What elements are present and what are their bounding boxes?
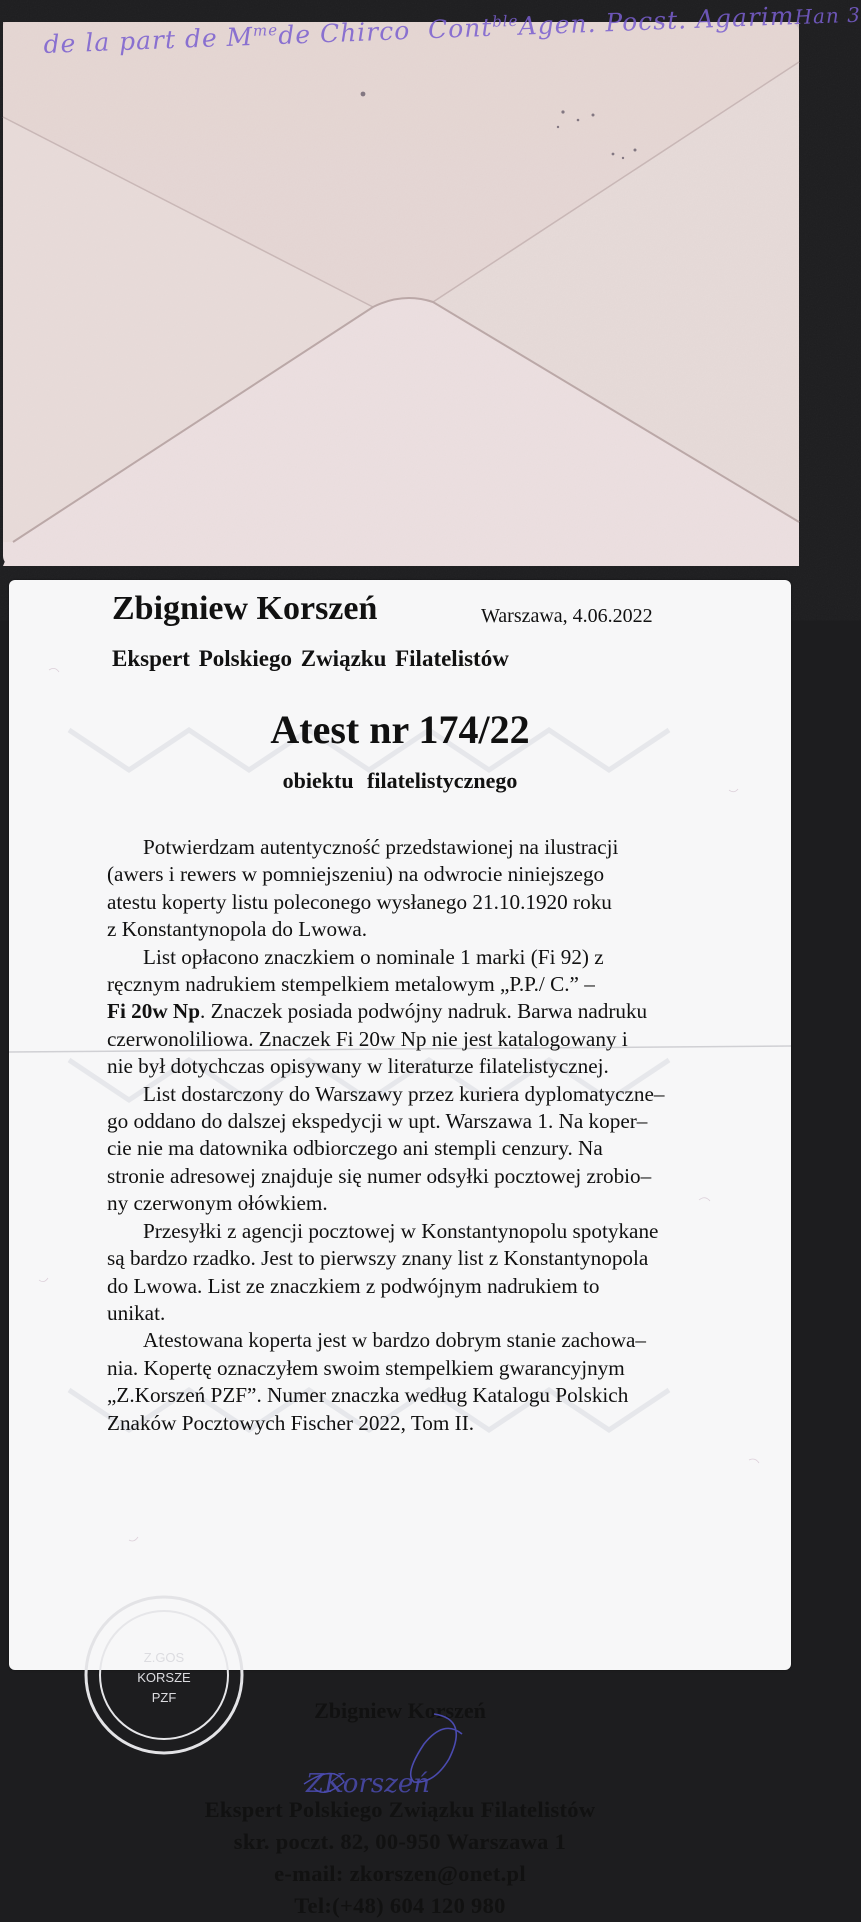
body-line-text: są bardzo rzadko. Jest to pierwszy znany list z Konstantynopola <box>107 1246 649 1271</box>
body-line <box>107 971 707 998</box>
envelope-back <box>3 1 861 566</box>
body-line-text: go oddano do dalszej ekspedycji w upt. Warszawa 1. Na koper– <box>107 1109 648 1134</box>
envelope-flaps <box>3 22 799 566</box>
body-line <box>107 1108 707 1135</box>
certificate-page <box>9 580 791 1918</box>
certificate-number: Atest nr 174/22 <box>270 707 530 752</box>
body-line <box>107 1273 707 1300</box>
body-line-text: czerwonoliliowa. Znaczek Fi 20w Np nie jest katalogowany i <box>107 1026 628 1051</box>
body-line-text: (awers i rewers w pomniejszeniu) na odwrocie niniejszego <box>107 862 605 887</box>
certificate-subtitle: obiektu filatelistycznego <box>282 768 518 793</box>
body-line-text: „Z.Korszeń PZF”. Numer znaczka według Katalogu Polskich <box>107 1383 629 1408</box>
body-line-text: ny czerwonym ołówkiem. <box>107 1191 328 1216</box>
body-line-text: cie nie ma datownika odbiorczego ani stempli cenzury. Na <box>107 1136 603 1161</box>
signature-text: ZKorszeń <box>306 1769 431 1799</box>
footer-title: Ekspert Polskiego Związku Filatelistów <box>204 1797 596 1822</box>
place-date: Warszawa, 4.06.2022 <box>481 605 653 627</box>
footer-address: skr. poczt. 82, 00-950 Warszawa 1 <box>233 1829 567 1854</box>
body-line <box>107 1135 707 1162</box>
body-line-text: nie był dotychczas opisywany w literaturze filatelistycznej. <box>107 1054 609 1079</box>
body-line <box>107 1053 707 1080</box>
body-line <box>107 944 707 971</box>
body-line-text: Przesyłki z agencji pocztowej w Konstantynopolu spotykane <box>143 1218 659 1243</box>
body-line-text: Atestowana koperta jest w bardzo dobrym stanie zachowa– <box>143 1328 647 1353</box>
body-line-text: Potwierdzam autentyczność przedstawionej na ilustracji <box>143 835 619 859</box>
handwriting-part: Cont <box>427 13 493 45</box>
body-line <box>107 1218 707 1245</box>
body-line <box>107 1327 707 1354</box>
footer-contact <box>9 1794 791 1922</box>
body-line-text: List opłacono znaczkiem o nominale 1 marki (Fi 92) z <box>143 944 604 969</box>
certificate-body <box>107 834 707 1437</box>
handwriting-part: de la part de M <box>43 22 254 60</box>
body-line <box>107 861 707 888</box>
seal-text: Z.GOS <box>143 1650 185 1665</box>
body-line <box>107 1355 707 1382</box>
body-line <box>107 1382 707 1409</box>
body-line <box>107 834 707 861</box>
handwriting-part: Agen. Pocst. Agarim <box>518 1 796 42</box>
handwriting-part: ble <box>491 11 519 31</box>
body-line-text: atestu koperty listu poleconego wysłanego 21.10.1920 roku <box>107 889 612 914</box>
body-line-text: Znaków Pocztowych Fischer 2022, Tom II. <box>107 1410 475 1435</box>
body-line-text: stronie adresowej znajduje się numer odsyłki pocztowej zrobio– <box>107 1163 652 1188</box>
footer-phone: Tel:(+48) 604 120 980 <box>294 1893 506 1918</box>
body-line <box>107 1300 707 1327</box>
handwriting-part: de Chirco <box>277 16 411 51</box>
body-line-text: nia. Kopertę oznaczyłem swoim stempelkiem gwarancyjnym <box>107 1355 625 1380</box>
handwriting-part: Han 3 <box>794 2 861 30</box>
body-line-bold: Fi 20w Np <box>107 999 200 1024</box>
body-line-text: . Znaczek posiada podwójny nadruk. Barwa nadruku <box>200 999 648 1024</box>
body-line <box>107 1081 707 1108</box>
handwriting-part: me <box>252 20 279 40</box>
body-line <box>107 1026 707 1053</box>
body-line-text: z Konstantynopola do Lwowa. <box>107 917 368 942</box>
body-line <box>107 1163 707 1190</box>
seal-text: PZF <box>151 1690 177 1705</box>
body-line <box>107 916 707 943</box>
body-line <box>107 998 707 1025</box>
footer-email: e-mail: zkorszen@onet.pl <box>274 1861 526 1886</box>
body-line <box>107 1410 707 1437</box>
body-line-text: ręcznym nadrukiem stempelkiem metalowym „P.P./ C.” – <box>107 972 595 997</box>
expert-name: Zbigniew Korszeń <box>112 590 378 627</box>
seal-text: KORSZE <box>137 1670 191 1685</box>
body-line <box>107 889 707 916</box>
body-line-text: do Lwowa. List ze znaczkiem z podwójnym nadrukiem to <box>107 1273 600 1298</box>
body-line-text: List dostarczony do Warszawy przez kuriera dyplomatyczne– <box>143 1081 665 1106</box>
body-line <box>107 1245 707 1272</box>
signature-name-text: Zbigniew Korszeń <box>314 1698 486 1723</box>
body-line-text: unikat. <box>107 1300 166 1325</box>
expert-title: Ekspert Polskiego Związku Filatelistów <box>112 646 509 671</box>
body-line <box>107 1190 707 1217</box>
embossed-seal-icon <box>79 1590 249 1760</box>
